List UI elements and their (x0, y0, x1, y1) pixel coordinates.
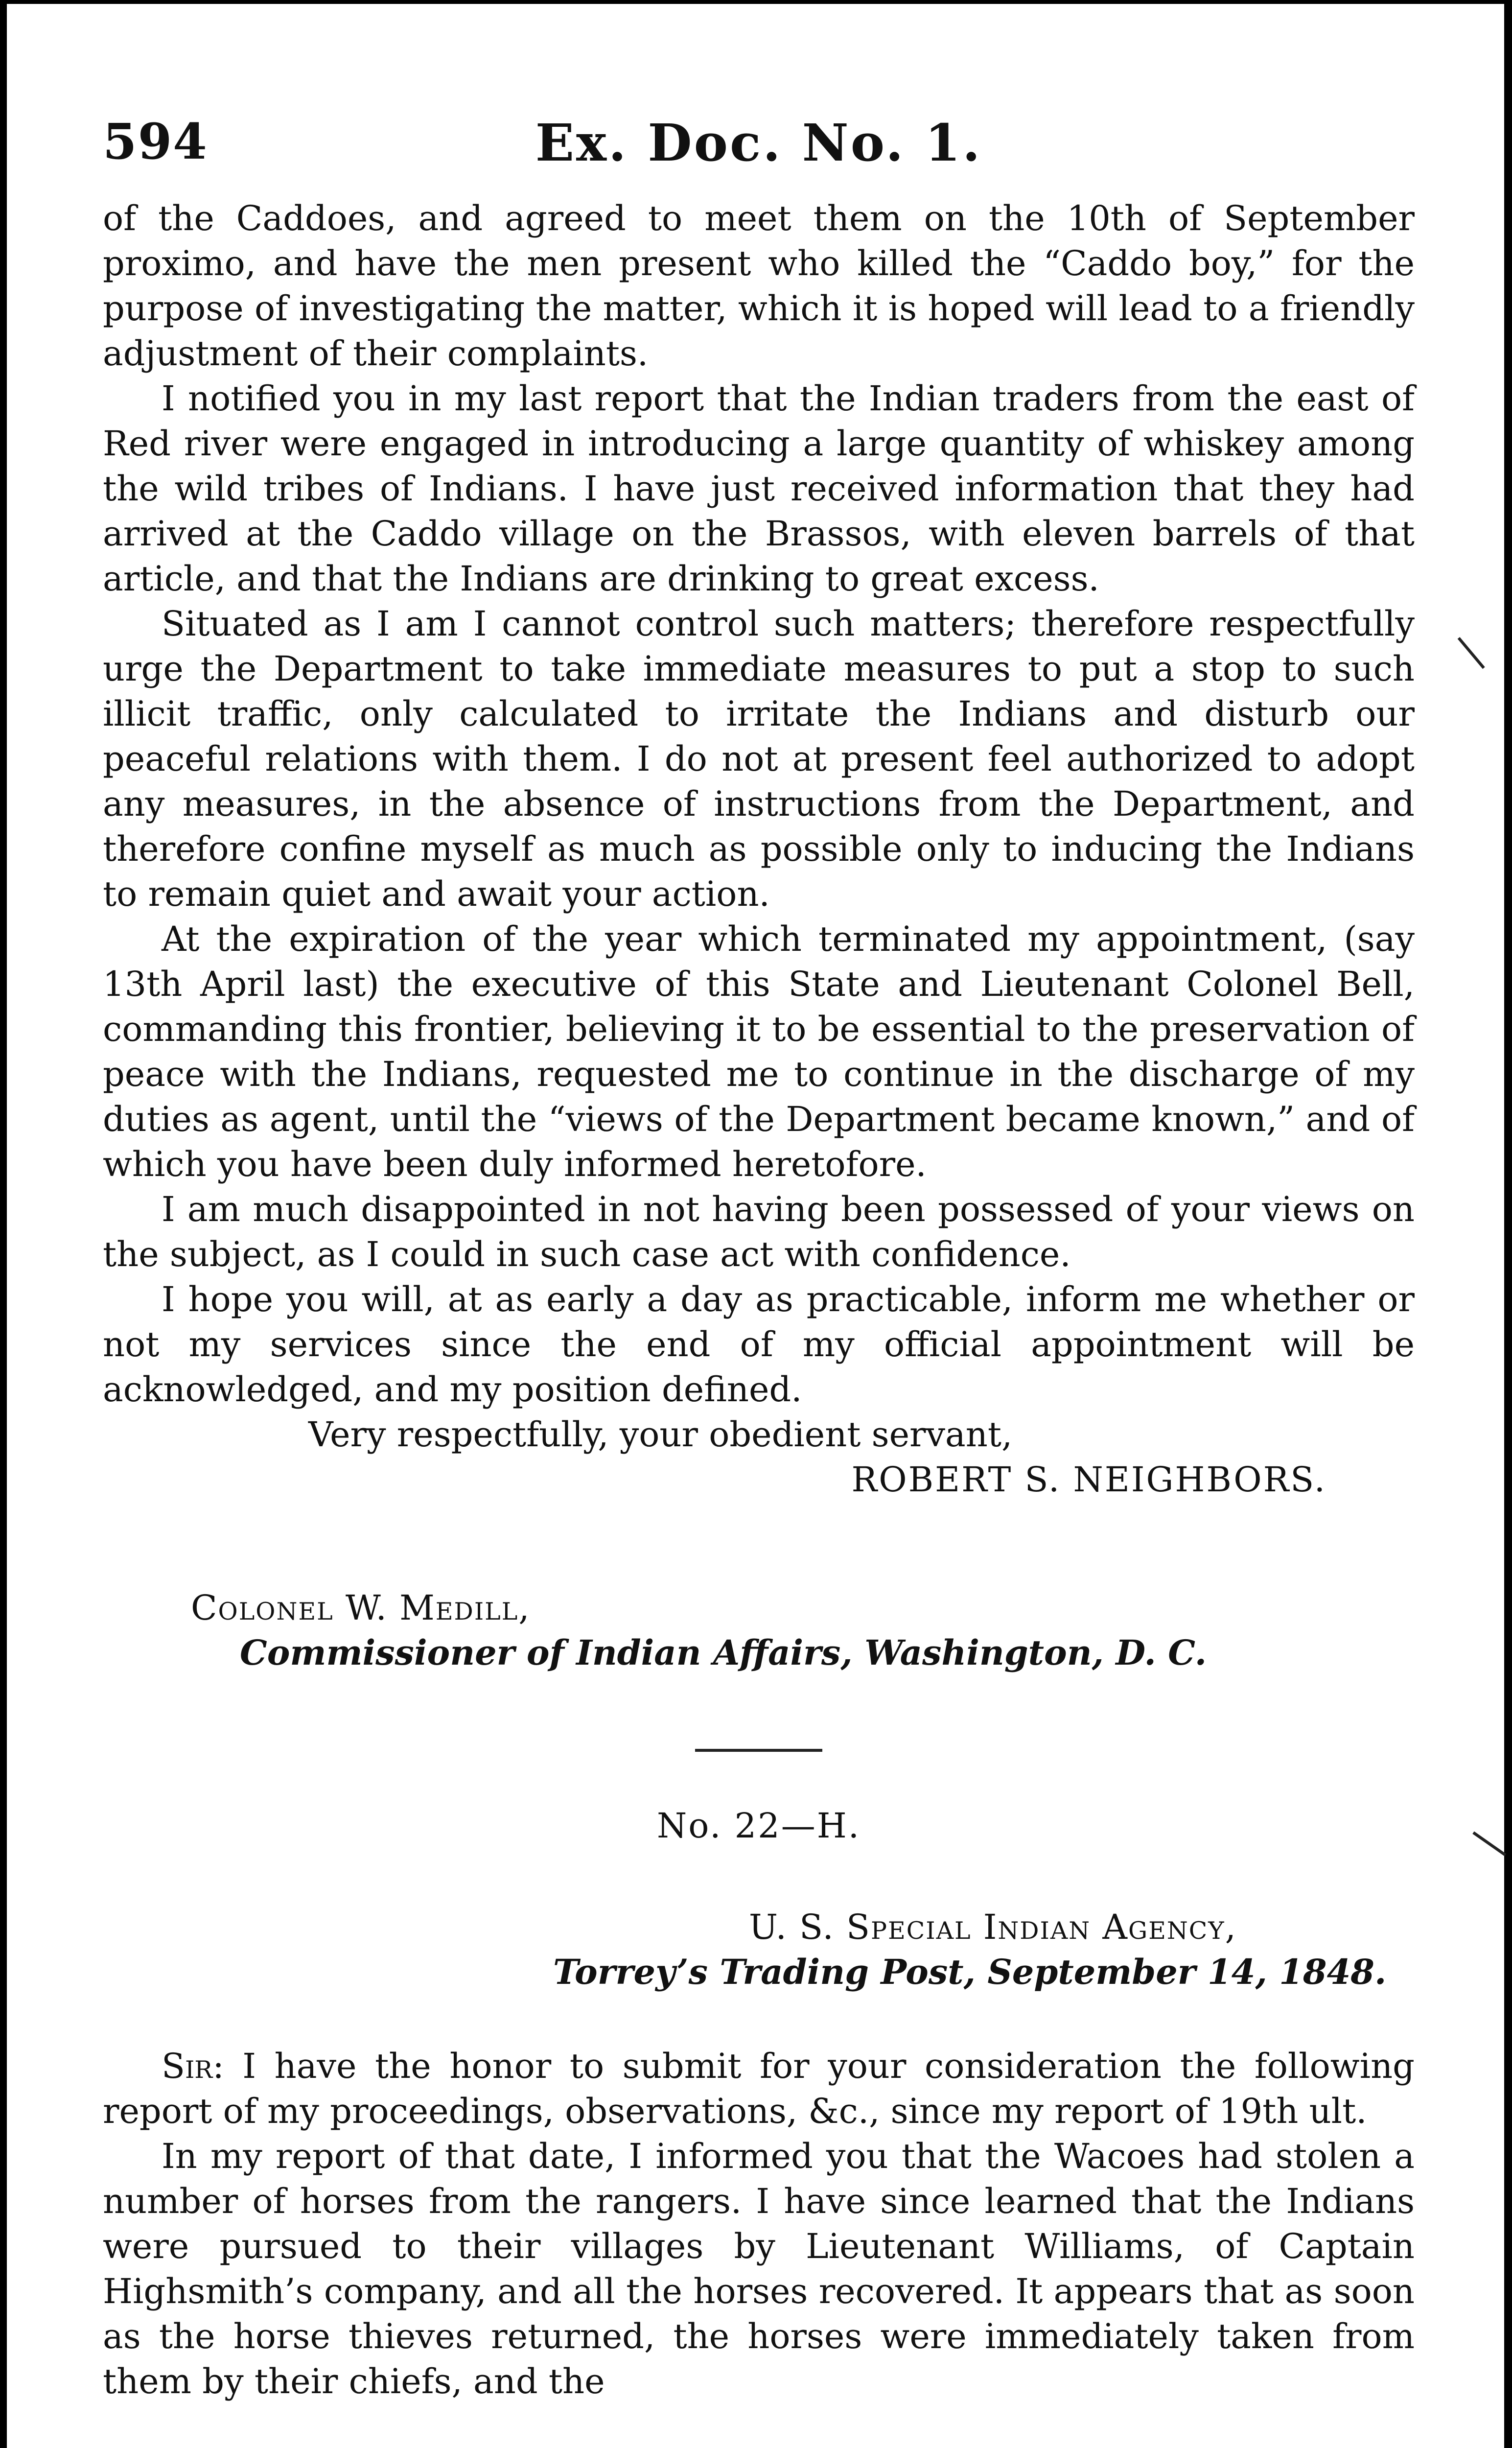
place-date: Torrey’s Trading Post, September 14, 1848. (553, 1952, 1387, 1992)
agency-name: U. S. Special Indian Agency, (749, 1907, 1237, 1947)
salutation: Sir: (162, 2046, 224, 2086)
paragraph: I notified you in my last report that the Indian traders from the east of Red river were engaged in introducing a large quantity of whiskey among the wild tribes of Indians. I have just received information that they had arrived at the Caddo village on the Brassos, with eleven barrels of that article, and that the Indians are drinking to great excess. (103, 378, 1415, 599)
paragraph: Situated as I am I cannot control such matters; therefore respectfully urge the Department to take immediate measures to put a stop to such illicit traffic, only calculated to irritate the Indians and disturb our peaceful relations with them. I do not at present feel authorized to adopt any measures, in the absence of instructions from the Department, and therefore confine myself as much as possible only to inducing the Indians to remain quiet and await your action. (103, 604, 1415, 914)
letter-2-heading (103, 1905, 1415, 1995)
letter-1-body (103, 196, 1415, 1412)
signature: ROBERT S. NEIGHBORS. (851, 1459, 1326, 1500)
paragraph: I am much disappointed in not having been possessed of your views on the subject, as I could in such case act with confidence. (103, 1189, 1415, 1274)
margin-mark-top (1458, 637, 1485, 669)
paragraph-text: I have the honor to submit for your consideration the following report of my proceedings, observations, &c., since my report of 19th ult. (103, 2046, 1415, 2131)
document-page (103, 98, 1415, 2404)
page-number: 594 (103, 113, 208, 170)
addressee-name: Colonel W. Medill, (191, 1588, 531, 1628)
addressee-block (103, 1585, 1415, 1675)
document-number: No. 22—H. (656, 1806, 861, 1846)
paragraph (103, 2044, 1415, 2134)
addressee-title: Commissioner of Indian Affairs, Washington, D. C. (240, 1632, 1207, 1673)
paragraph: of the Caddoes, and agreed to meet them on the 10th of September proximo, and have the men present who killed the “Caddo boy,” for the purpose of investigating the matter, which it is hoped will lead to a friendly adjustment of their complaints. (103, 198, 1415, 374)
page-header (103, 98, 1415, 196)
paragraph: I hope you will, at as early a day as practicable, inform me whether or not my services since the end of my official appointment will be acknowledged, and my position defined. (103, 1279, 1415, 1410)
paragraph: At the expiration of the year which terminated my appointment, (say 13th April last) the executive of this State and Lieutenant Colonel Bell, commanding this frontier, believing it to be essential to the preservation of peace with the Indians, requested me to continue in the discharge of my duties as agent, until the “views of the Department became known,” and of which you have been duly informed heretofore. (103, 919, 1415, 1184)
paragraph: In my report of that date, I informed you that the Wacoes had stolen a number of horses from the rangers. I have since learned that the Indians were pursued to their villages by Lieutenant Williams, of Captain Highsmith’s company, and all the horses recovered. It appears that as soon as the horse thieves returned, the horses were immediately taken from them by their chiefs, and the (103, 2136, 1415, 2401)
margin-mark-bottom (1472, 1832, 1506, 1857)
running-head: Ex. Doc. No. 1. (535, 113, 982, 173)
section-divider (695, 1749, 822, 1752)
letter-2-body (103, 2044, 1415, 2404)
letter-closing: Very respectfully, your obedient servant, (308, 1414, 1013, 1455)
